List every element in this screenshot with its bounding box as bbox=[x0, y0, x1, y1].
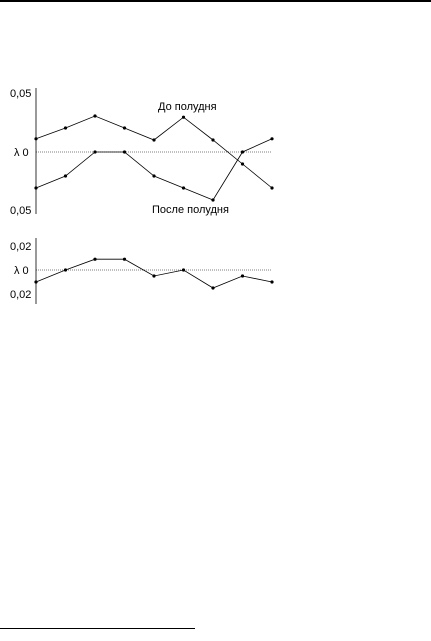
chart-1-series-1-point-5 bbox=[152, 138, 155, 141]
chart-2-ytick-zero: λ 0 bbox=[14, 265, 29, 277]
chart-1-series-2-point-7 bbox=[211, 198, 214, 201]
chart-1-series-2-point-8 bbox=[241, 150, 244, 153]
chart-2-series-1-point-3 bbox=[93, 258, 96, 261]
chart-2-series-1-point-6 bbox=[182, 268, 185, 271]
chart-1 bbox=[10, 88, 274, 217]
chart-2-ytick-bottom: 0,02 bbox=[10, 289, 32, 301]
chart-1-series-1-point-3 bbox=[93, 114, 96, 117]
chart-1-series-2-point-2 bbox=[64, 174, 67, 177]
chart-2-series-1-point-8 bbox=[241, 274, 244, 277]
chart-1-series-1-point-9 bbox=[270, 186, 273, 189]
chart-2-series-1-line bbox=[36, 259, 272, 288]
chart-2-ytick-top: 0,02 bbox=[10, 241, 32, 253]
chart-1-series-2-point-4 bbox=[123, 150, 126, 153]
chart-2-series-1-point-7 bbox=[211, 286, 214, 289]
footnote-rule bbox=[0, 628, 195, 629]
chart-1-series-1-point-1 bbox=[34, 137, 37, 140]
chart-2-series-1-point-1 bbox=[34, 280, 37, 283]
chart-1-series-1-point-8 bbox=[241, 162, 244, 165]
chart-1-series-1-point-2 bbox=[64, 126, 67, 129]
chart-2 bbox=[10, 238, 274, 304]
chart-1-series-1-point-4 bbox=[123, 126, 126, 129]
chart-1-series-2-point-6 bbox=[182, 186, 185, 189]
chart-1-ytick-bottom: 0,05 bbox=[10, 205, 32, 217]
chart-1-ytick-top: 0,05 bbox=[10, 88, 32, 100]
chart-1-series-1-point-7 bbox=[211, 138, 214, 141]
chart-1-annotation-before-noon: До полудня bbox=[158, 101, 217, 113]
chart-1-series-2-point-1 bbox=[34, 186, 37, 189]
chart-1-annotation-after-noon: После полудня bbox=[152, 204, 229, 216]
chart-1-series-1-point-6 bbox=[182, 116, 185, 119]
chart-1-ytick-zero: λ 0 bbox=[14, 147, 29, 159]
chart-2-series-1-point-2 bbox=[64, 268, 67, 271]
chart-1-series-2-point-3 bbox=[93, 150, 96, 153]
chart-2-series-1-point-5 bbox=[152, 274, 155, 277]
chart-1-series-2-point-5 bbox=[152, 174, 155, 177]
chart-1-series-2-line bbox=[36, 139, 272, 200]
chart-2-series-1-point-9 bbox=[270, 280, 273, 283]
chart-1-series-2-point-9 bbox=[270, 137, 273, 140]
chart-2-series-1-point-4 bbox=[123, 258, 126, 261]
